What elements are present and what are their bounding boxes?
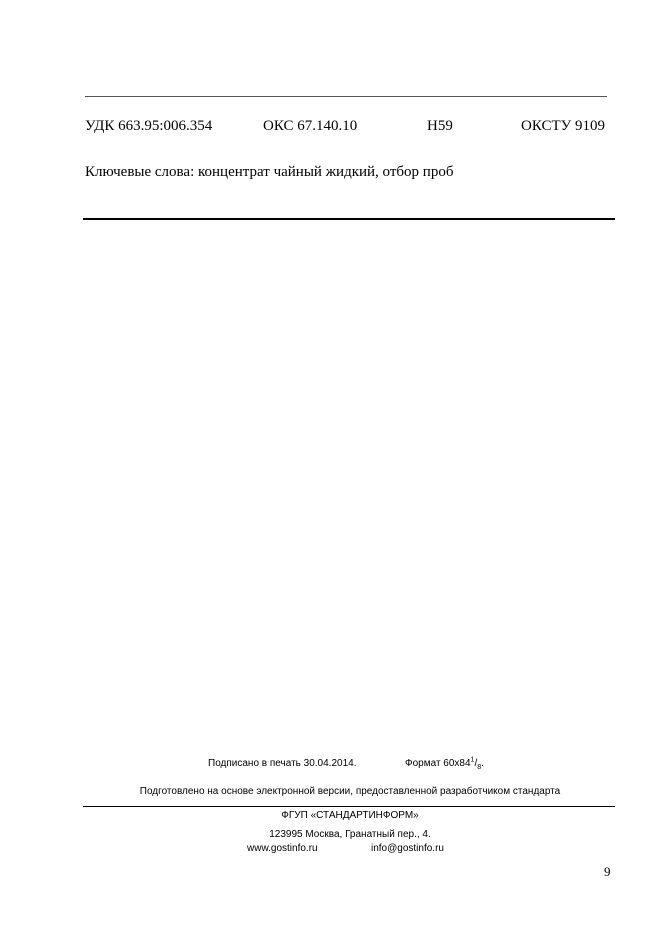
page-number: 9: [604, 864, 611, 879]
paper-format-denominator: 8: [477, 764, 482, 771]
top-rule: [85, 96, 607, 97]
paper-format-suffix: .: [481, 758, 484, 769]
paper-format-numerator: 1: [470, 756, 475, 764]
oks-code: ОКС 67.140.10: [263, 118, 358, 134]
publisher-address: 123995 Москва, Гранатный пер., 4.: [269, 829, 431, 840]
okstu-code: ОКСТУ 9109: [521, 118, 606, 134]
section-divider: [83, 218, 615, 220]
paper-format: Формат $60x84^1/_8$.: [405, 756, 484, 771]
imprint-rule: [83, 806, 615, 807]
publisher-website[interactable]: www.gostinfo.ru: [247, 843, 318, 854]
publisher-email[interactable]: info@gostinfo.ru: [371, 843, 444, 854]
udk-code: УДК 663.95:006.354: [85, 118, 213, 134]
keywords: Ключевые слова: концентрат чайный жидкий, отбор проб: [85, 164, 454, 180]
signed-date: Подписано в печать 30.04.2014.: [208, 758, 357, 769]
group-code: Н59: [427, 118, 453, 134]
paper-format-prefix: Формат 60x84: [405, 758, 471, 769]
prepared-note: Подготовлено на основе электронной версии, предоставленной разработчиком стандарта: [139, 786, 561, 797]
publisher-name: ФГУП «СТАНДАРТИНФОРМ»: [281, 810, 419, 821]
